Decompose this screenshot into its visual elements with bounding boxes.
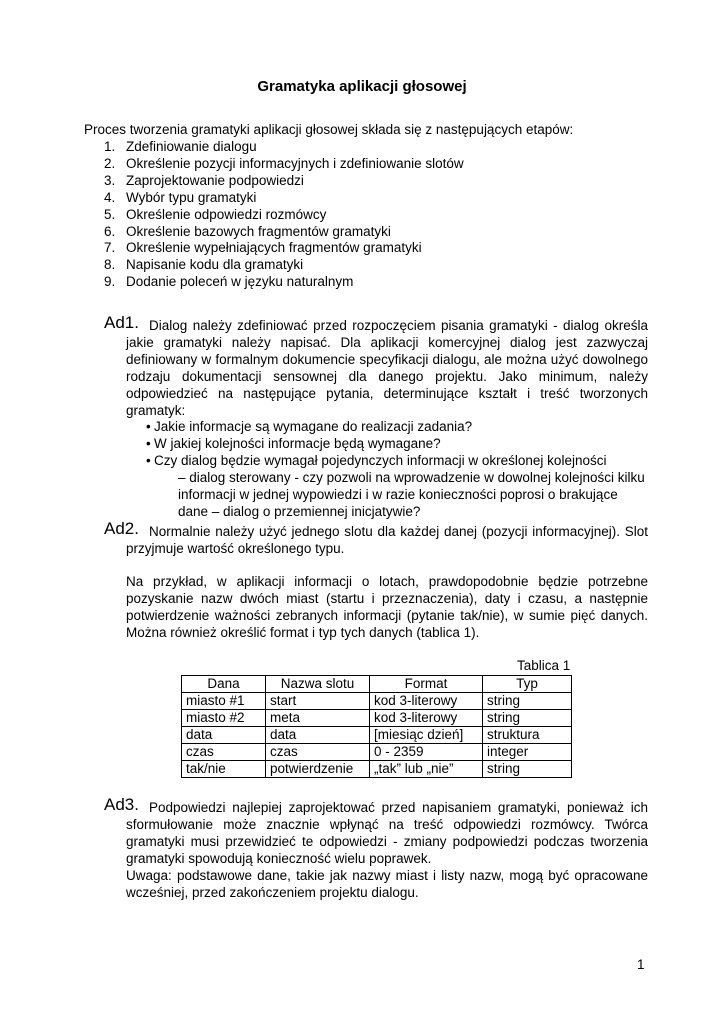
list-item-number: 6.	[104, 223, 116, 239]
column-header: Format	[370, 676, 483, 693]
table-cell: integer	[483, 744, 572, 761]
list-item	[104, 224, 464, 241]
list-item	[104, 190, 464, 207]
list-item-text: Określenie bazowych fragmentów gramatyki	[126, 223, 391, 239]
list-item	[146, 453, 648, 521]
bullet-icon: •	[146, 453, 151, 469]
list-item-number: 2.	[104, 155, 116, 171]
table-cell: czas	[266, 744, 370, 761]
page-title: Gramatyka aplikacji głosowej	[257, 78, 467, 95]
list-item	[104, 139, 464, 156]
section-example: Na przykład, w aplikacji informacji o lotach, prawdopodobnie będzie potrzebne pozyskanie nazw dwóch miast (startu i przeznaczenia), daty i czasu, a następnie potwierdzenie ważności zebranych informacji (pytanie tak/nie), w sumie pięć danych. Można również określić format i typ tych danych (tablica 1).	[126, 573, 648, 640]
list-item-text: Zdefiniowanie dialogu	[126, 139, 257, 154]
intro-paragraph: Proces tworzenia gramatyki aplikacji głosowej składa się z następujących etapów:	[84, 122, 574, 137]
table-cell: data	[182, 727, 266, 744]
table-cell: 0 - 2359	[370, 744, 483, 761]
list-item-number: 7.	[104, 240, 116, 256]
list-item-number: 1.	[104, 139, 116, 154]
table-row	[182, 744, 572, 761]
column-header: Nazwa slotu	[266, 676, 370, 693]
table-cell: kod 3-literowy	[370, 710, 483, 727]
list-item-continuation: – dialog sterowany - czy pozwoli na wprowadzenie w dowolnej kolejności kilku informacji w jednej wypowiedzi i w razie konieczności poprosi o brakujące dane – dialog o przemiennej inicjatywie?	[178, 470, 645, 519]
table-header-row	[182, 676, 572, 693]
table-row	[182, 761, 572, 778]
steps-list	[104, 139, 464, 291]
list-item	[104, 207, 464, 224]
section-ad2	[104, 519, 648, 641]
table-row	[182, 727, 572, 744]
page-number: 1	[637, 957, 645, 972]
table-cell: string	[483, 693, 572, 710]
section-text: Normalnie należy użyć jednego slotu dla każdej danej (pozycji informacyjnej). Slot przyjmuje wartość określonego typu.	[126, 524, 648, 556]
section-text: Dialog należy zdefiniować przed rozpoczęciem pisania gramatyki - dialog określa jakie gramatyki należy napisać. Dla aplikacji komercyjnej dialog jest zazwyczaj definiowany w formalnym dokumencie specyfikacji dialogu, ale można użyć dowolnego rodzaju dokumentacji sensownej dla danego projektu. Jako minimum, należy odpowiedzieć na następujące pytania, determinujące kształt i treść tworzonych gramatyk:	[126, 318, 648, 418]
column-header: Typ	[483, 676, 572, 693]
section-label: Ad1.	[104, 313, 139, 332]
bullet-icon: •	[146, 419, 151, 435]
section-label: Ad3.	[104, 795, 139, 814]
section-ad3	[104, 795, 648, 901]
column-header: Dana	[182, 676, 266, 693]
list-item-number: 5.	[104, 206, 116, 222]
table-cell: data	[266, 727, 370, 744]
list-item-number: 9.	[104, 274, 116, 290]
list-item-number: 3.	[104, 172, 116, 188]
list-item-number: 8.	[104, 257, 116, 273]
bullet-icon: •	[146, 436, 151, 452]
table-cell: struktura	[483, 727, 572, 744]
table-cell: tak/nie	[182, 761, 266, 778]
list-item-text: Określenie odpowiedzi rozmówcy	[126, 206, 327, 222]
list-item-text: Określenie wypełniających fragmentów gramatyki	[126, 240, 422, 256]
table-cell: kod 3-literowy	[370, 693, 483, 710]
table-cell: string	[483, 710, 572, 727]
table-cell: [miesiąc dzień]	[370, 727, 483, 744]
list-item-text: Napisanie kodu dla gramatyki	[126, 257, 304, 273]
list-item-number: 4.	[104, 189, 116, 205]
list-item-text: Czy dialog będzie wymagał pojedynczych informacji w określonej kolejności	[154, 453, 607, 469]
list-item-text: W jakiej kolejności informacje będą wymagane?	[154, 436, 441, 452]
list-item	[146, 436, 648, 453]
list-item-text: Dodanie poleceń w języku naturalnym	[126, 274, 354, 290]
list-item	[104, 257, 464, 274]
list-item-text: Określenie pozycji informacyjnych i zdefiniowanie slotów	[126, 155, 464, 171]
data-table	[181, 675, 572, 778]
section-note: Uwaga: podstawowe dane, takie jak nazwy miast i listy nazw, mogą być opracowane wcześniej, przed zakończeniem projektu dialogu.	[126, 867, 648, 900]
table-row	[182, 710, 572, 727]
table-caption: Tablica 1	[517, 658, 571, 673]
question-list	[146, 419, 648, 520]
table-cell: „tak” lub „nie”	[370, 761, 483, 778]
section-text: Podpowiedzi najlepiej zaprojektować przed napisaniem gramatyki, ponieważ ich sformułowanie może znacznie wpłynąć na treść odpowiedzi rozmówcy. Twórca gramatyki musi przewidzieć te odpowiedzi - zmiany podpowiedzi podczas tworzenia gramatyki spowodują konieczność wielu poprawek.	[126, 800, 648, 866]
list-item-text: Wybór typu gramatyki	[126, 189, 257, 205]
table-cell: start	[266, 693, 370, 710]
table-cell: meta	[266, 710, 370, 727]
list-item	[104, 156, 464, 173]
list-item	[104, 173, 464, 190]
section-ad1	[104, 313, 648, 521]
list-item	[104, 240, 464, 257]
table-row	[182, 693, 572, 710]
list-item	[146, 419, 648, 436]
table-cell: miasto #2	[182, 710, 266, 727]
table-cell: miasto #1	[182, 693, 266, 710]
section-label: Ad2.	[104, 519, 139, 538]
table-cell: czas	[182, 744, 266, 761]
list-item	[104, 274, 464, 291]
list-item-text: Zaprojektowanie podpowiedzi	[126, 172, 304, 188]
table-cell: string	[483, 761, 572, 778]
list-item-text: Jakie informacje są wymagane do realizacji zadania?	[154, 419, 473, 435]
table-cell: potwierdzenie	[266, 761, 370, 778]
